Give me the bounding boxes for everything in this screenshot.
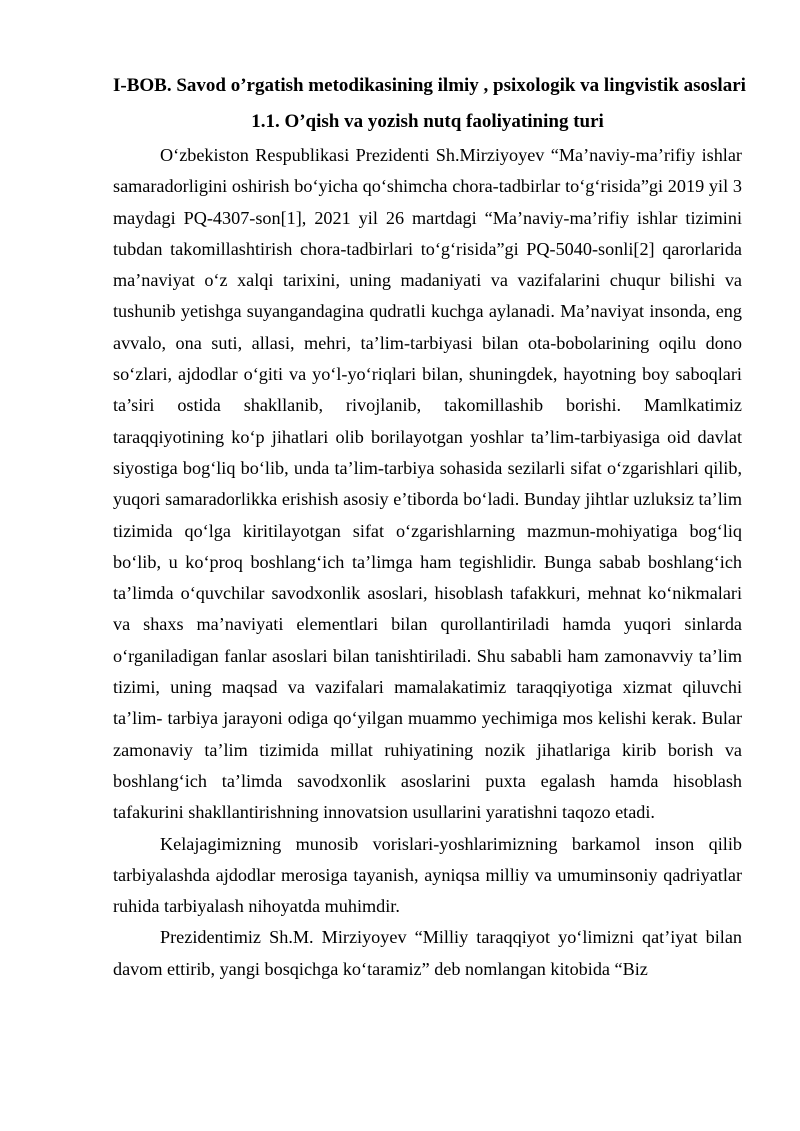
section-title: 1.1. O’qish va yozish nutq faoliyatining turi (251, 111, 604, 132)
chapter-title: I-BOB. Savod o’rgatish metodikasining ilmiy , psixologik va lingvistik asoslari (113, 75, 746, 96)
document-page (113, 70, 746, 985)
body-paragraph-1: O‘zbekiston Respublikasi Prezidenti Sh.Mirziyoyev “Ma’naviy-ma’rifiy ishlar samaradorligini oshirish bo‘yicha qo‘shimcha chora-tadbirlar to‘g‘risida”gi 2019 yil 3 maydagi PQ-4307-son[1], 2021 yil 26 martdagi “Ma’naviy-ma’rifiy ishlar tizimini tubdan takomillashtirish chora-tadbirlari to‘g‘risida”gi PQ-5040-sonli[2] qarorlarida ma’naviyat o‘z xalqi tarixini, uning madaniyati va vazifalarini chuqur bilishi va tushunib yetishga suyangandagina qudratli kuchga aylanadi. Ma’naviyat insonda, eng avvalo, ona suti, allasi, mehri, ta’lim-tarbiyasi bilan ota-bobolarining oqilu dono so‘zlari, ajdodlar o‘giti va yo‘l-yo‘riqlari bilan, shuningdek, hayotning boy saboqlari ta’siri ostida shakllanib, rivojlanib, takomillashib borishi. Mamlkatimiz taraqqiyotining ko‘p jihatlari olib borilayotgan yoshlar ta’lim-tarbiyasiga oid davlat siyostiga bog‘liq bo‘lib, unda ta’lim-tarbiya sohasida sezilarli sifat o‘zgarishlari qilib, yuqori samaradorlikka erishish asosiy e’tiborda bo‘ladi. Bunday jihtlar uzluksiz ta’lim tizimida qo‘lga kiritilayotgan sifat o‘zgarishlarning mazmun-mohiyatiga bog‘liq bo‘lib, u ko‘proq boshlang‘ich ta’limga ham tegishlidir. Bunga sabab boshlang‘ich ta’limda o‘quvchilar savodxonlik asoslari, hisoblash tafakkuri, mehnat ko‘nikmalari va shaxs ma’naviyati elementlari bilan qurollantiriladi hamda yuqori sinlarda o‘rganiladigan fanlar asoslari bilan tanishtiriladi. Shu sababli ham zamonavviy ta’lim tizimi, uning maqsad va vazifalari mamalakatimiz taraqqiyotiga xizmat qiluvchi ta’lim- tarbiya jarayoni odiga qo‘yilgan muammo yechimiga mos kelishi kerak. Bular zamonaviy ta’lim tizimida millat ruhiyatining nozik jihatlariga kirib borish va boshlang‘ich ta’limda savodxonlik asoslarini puxta egalash hamda hisoblash tafakurini shakllantirishning innovatsion usullarini yaratishni taqozo etadi. (113, 145, 742, 823)
body-paragraph-3: Prezidentimiz Sh.M. Mirziyoyev “Milliy taraqqiyot yo‘limizni qat’iyat bilan davom ettirib, yangi bosqichga ko‘taramiz” deb nomlangan kitobida “Biz (113, 927, 742, 979)
body-paragraph-2: Kelajagimizning munosib vorislari-yoshlarimizning barkamol inson qilib tarbiyalashda ajdodlar merosiga tayanish, ayniqsa milliy va umuminsoniy qadriyatlar ruhida tarbiyalash nihoyatda muhimdir. (113, 833, 742, 917)
